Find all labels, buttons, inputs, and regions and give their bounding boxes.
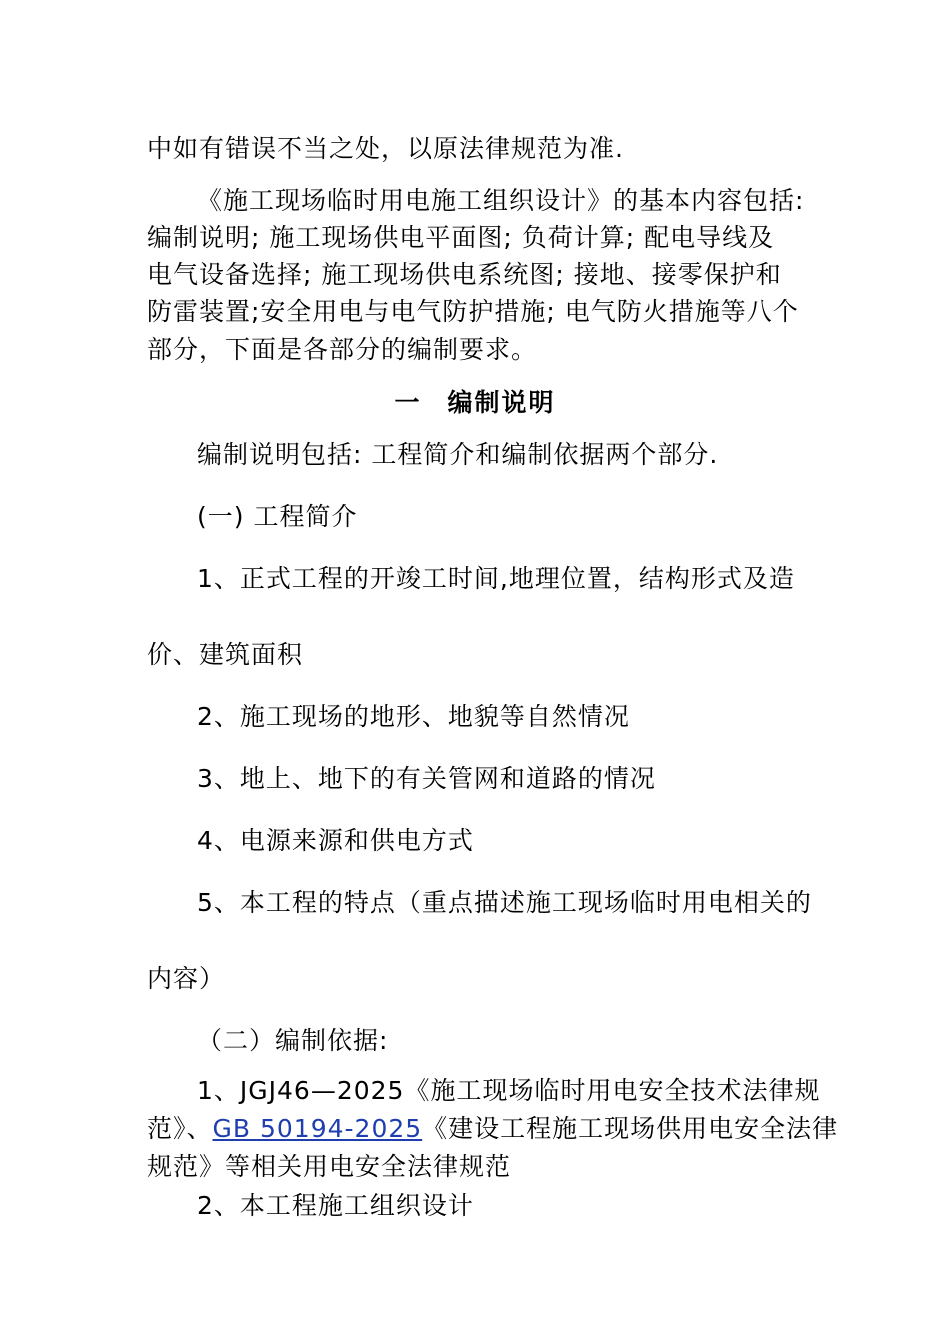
basis-item: 1、JGJ46—2025《施工现场临时用电安全技术法律规 [197,1076,821,1105]
list-item: 5、本工程的特点（重点描述施工现场临时用电相关的 [197,888,812,917]
basis-text: 范》、 [147,1114,213,1143]
intro-paragraph-line: 防雷装置;安全用电与电气防护措施; 电气防火措施等八个 [147,297,799,326]
subsection-title: （二）编制依据: [197,1026,389,1055]
section-number: 一 [394,388,422,417]
section-title: 编制说明 [447,388,556,417]
basis-text: 《建设工程施工现场供用电安全法律 [422,1114,839,1143]
intro-paragraph-line: 部分，下面是各部分的编制要求。 [147,335,538,364]
list-item-continuation: 价、建筑面积 [147,640,304,669]
basis-item-continuation: 规范》等相关用电安全法律规范 [147,1152,512,1181]
list-item: 3、地上、地下的有关管网和道路的情况 [197,764,656,793]
section-intro: 编制说明包括: 工程简介和编制依据两个部分. [197,440,719,469]
list-item: 2、施工现场的地形、地貌等自然情况 [197,702,630,731]
intro-paragraph-line: 编制说明; 施工现场供电平面图; 负荷计算; 配电导线及 [147,223,775,252]
intro-paragraph-line: 《施工现场临时用电施工组织设计》的基本内容包括: [197,186,805,215]
intro-line: 中如有错误不当之处，以原法律规范为准. [147,134,624,163]
intro-paragraph-line: 电气设备选择; 施工现场供电系统图; 接地、接零保护和 [147,260,782,289]
section-heading [0,388,950,418]
list-item: 1、正式工程的开竣工时间,地理位置，结构形式及造 [197,564,795,593]
basis-item: 2、本工程施工组织设计 [197,1191,474,1220]
list-item: 4、电源来源和供电方式 [197,826,474,855]
basis-item-continuation [147,1114,838,1144]
standard-link[interactable]: GB 50194-2025 [212,1114,423,1143]
subsection-title: (一) 工程简介 [197,502,358,531]
list-item-continuation: 内容） [147,964,226,993]
